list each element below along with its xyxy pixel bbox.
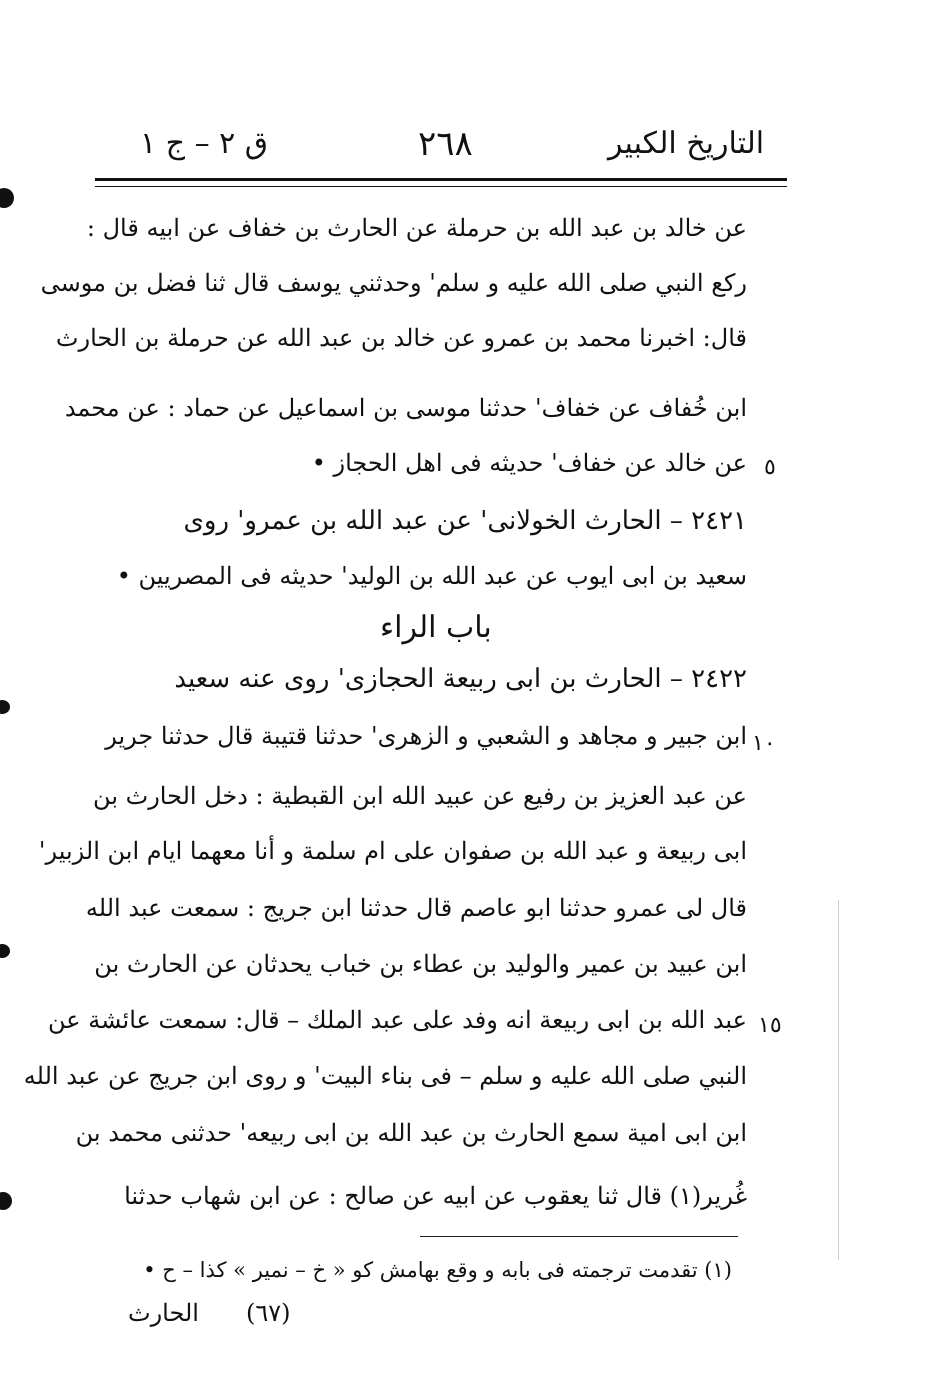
text-line-7: سعيد بن ابى ايوب عن عبد الله بن الوليد' حديثه فى المصريين • xyxy=(116,562,747,590)
text-line-2: ركع النبي صلى الله عليه و سلم' وحدثني يوسف قال ثنا فضل بن موسى xyxy=(40,269,747,297)
text-line-17: ابن ابى امية سمع الحارث بن عبد الله بن ابى ربيعه' حدثنى محمد بن xyxy=(75,1119,747,1147)
text-line-3: قال: اخبرنا محمد بن عمرو عن خالد بن عبد الله عن حرملة بن الحارث xyxy=(55,324,747,352)
entry-2421-heading: ٢٤٢١ – الحارث الخولانى' عن عبد الله بن عمرو' روى xyxy=(183,506,747,536)
text-line-10: ابن جبير و مجاهد و الشعبي و الزهرى' حدثنا قتيبة قال حدثنا جرير xyxy=(105,722,747,750)
text-line-13: قال لى عمرو حدثنا ابو عاصم قال حدثنا ابن جريج : سمعت عبد الله xyxy=(85,894,747,922)
text-line-1: عن خالد بن عبد الله بن حرملة عن الحارث بن خفاف عن ابيه قال : xyxy=(86,214,747,242)
margin-ink-blot xyxy=(0,700,10,714)
footnote-rule xyxy=(420,1236,738,1237)
text-line-14: ابن عبيد بن عمير والوليد بن عطاء بن خباب يحدثان عن الحارث بن xyxy=(94,950,747,978)
line-number-10: ١٠ xyxy=(752,731,776,756)
header-rule-thick xyxy=(95,178,787,181)
text-line-15: عبد الله بن ابى ربيعة انه وفد على عبد الملك – قال: سمعت عائشة عن xyxy=(48,1006,747,1034)
catchword: الحارث xyxy=(128,1299,199,1327)
line-number-15: ١٥ xyxy=(758,1013,782,1038)
signature-number: (٦٧) xyxy=(246,1299,291,1327)
volume-reference: ق ٢ – ج ١ xyxy=(140,126,269,161)
scan-shadow-line xyxy=(838,900,839,1260)
margin-ink-blot xyxy=(0,1192,12,1210)
section-heading: باب الراء xyxy=(380,610,492,645)
margin-ink-blot xyxy=(0,188,14,208)
entry-2422-heading: ٢٤٢٢ – الحارث بن ابى ربيعة الحجازى' روى عنه سعيد xyxy=(174,664,747,694)
page-number: ٢٦٨ xyxy=(418,124,473,164)
header-rule-thin xyxy=(95,186,787,187)
footnote: (١) تقدمت ترجمته فى بابه و وقع بهامش كو « خ – نمير » كذا – ح • xyxy=(143,1258,732,1282)
margin-ink-blot xyxy=(0,944,10,958)
text-line-12: ابى ربيعة و عبد الله بن صفوان على ام سلمة و أنا معهما ايام ابن الزبير' xyxy=(38,837,747,865)
text-line-4: ابن خُفاف عن خفاف' حدثنا موسى بن اسماعيل عن حماد : عن محمد xyxy=(64,394,747,422)
text-line-18: غُرير(١) قال ثنا يعقوب عن ابيه عن صالح : عن ابن شهاب حدثنا xyxy=(124,1182,747,1210)
text-line-16: النبي صلى الله عليه و سلم – فى بناء البيت' و روى ابن جريج عن عبد الله xyxy=(23,1062,747,1090)
text-line-5: عن خالد عن خفاف' حديثه فى اهل الحجاز • xyxy=(311,449,747,477)
text-line-11: عن عبد العزيز بن رفيع عن عبيد الله ابن القبطية : دخل الحارث بن xyxy=(93,782,747,810)
line-number-5: ٥ xyxy=(764,455,776,480)
book-title: التاريخ الكبير xyxy=(608,126,765,161)
